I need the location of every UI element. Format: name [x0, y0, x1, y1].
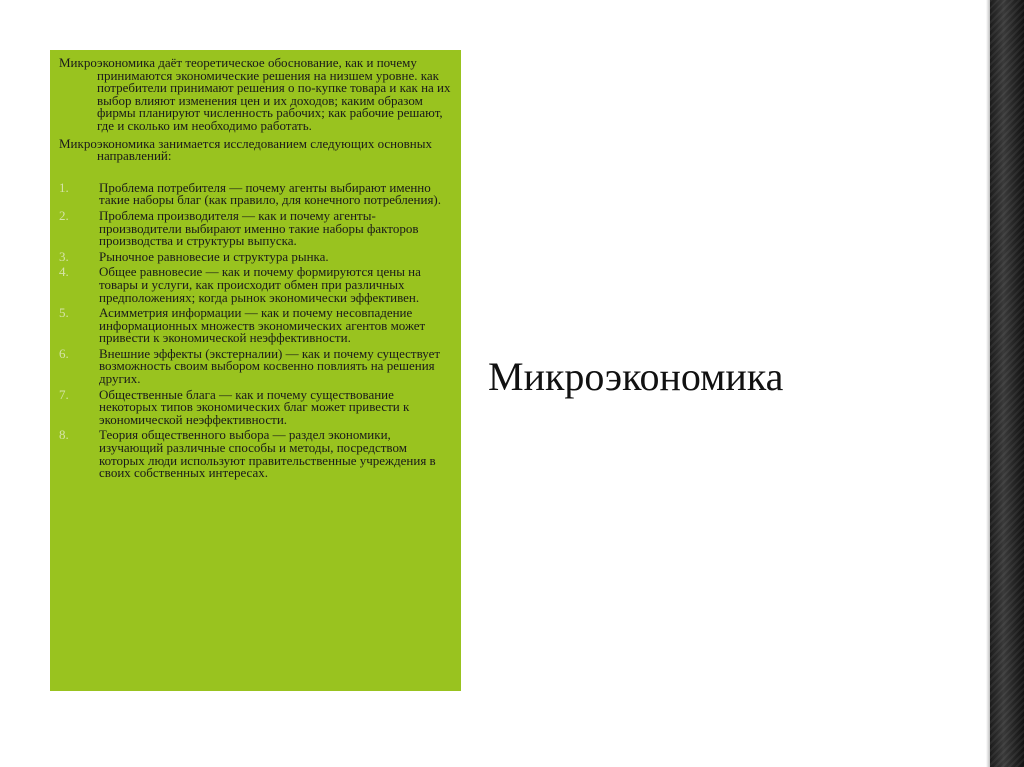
list-item-number: 8. — [59, 427, 69, 443]
list-item-text: Теория общественного выбора — раздел экономики, изучающий различные способы и методы, посредством которых люди используют правительственные учреждения в своих собственных интересах. — [99, 427, 436, 481]
slide-title: Микроэкономика — [488, 354, 784, 399]
list-item-number: 2. — [59, 207, 69, 223]
topics-list — [59, 179, 451, 481]
list-item-text: Общее равновесие — как и почему формируются цены на товары и услуги, как происходит обмен при различных предположениях; когда рынок экономически эффективен. — [99, 264, 421, 305]
text-panel — [50, 50, 461, 691]
list-item-text: Проблема потребителя — почему агенты выбирают именно такие наборы благ (как правило, для конечного потребления). — [99, 179, 442, 208]
list-item — [59, 386, 451, 427]
right-decorative-band — [990, 0, 1024, 767]
list-item-number: 6. — [59, 345, 69, 361]
list-item-text: Проблема производителя — как и почему агенты-производители выбирают именно такие наборы факторов производства и структуры выпуска. — [99, 207, 419, 249]
list-item — [59, 429, 451, 479]
list-item-number: 5. — [59, 305, 69, 321]
list-item — [59, 207, 451, 249]
list-item-number: 3. — [59, 248, 69, 264]
list-intro-paragraph: Микроэкономика занимается исследованием следующих основных направлений: — [59, 135, 432, 164]
list-item-number: 7. — [59, 386, 69, 402]
list-item — [59, 345, 451, 387]
list-item-text: Асимметрия информации — как и почему несовпадение информационных множеств экономических агентов может привести к экономической неэффективности. — [99, 305, 426, 346]
intro-paragraph: Микроэкономика даёт теоретическое обоснование, как и почему принимаются экономические решения на низшем уровне. как потребители принимают решения о по-купке товара и как на их выбор влияют изменения цен и их доходов; каким образом фирмы планируют численность рабочих; как рабочие решают, где и сколько им необходимо работать. — [59, 55, 451, 133]
list-item-number: 1. — [59, 179, 69, 195]
list-item-number: 4. — [59, 264, 69, 280]
list-item — [59, 307, 451, 345]
list-item — [59, 179, 451, 208]
list-item-text: Общественные блага — как и почему существование некоторых типов экономических благ может привести к экономической неэффективности. — [99, 386, 410, 427]
list-item — [59, 248, 451, 264]
list-item-text: Внешние эффекты (экстерналии) — как и почему существует возможность своим выбором косвенно повлиять на решения других. — [99, 345, 441, 387]
list-item — [59, 266, 451, 304]
list-item-text: Рыночное равновесие и структура рынка. — [99, 248, 329, 264]
